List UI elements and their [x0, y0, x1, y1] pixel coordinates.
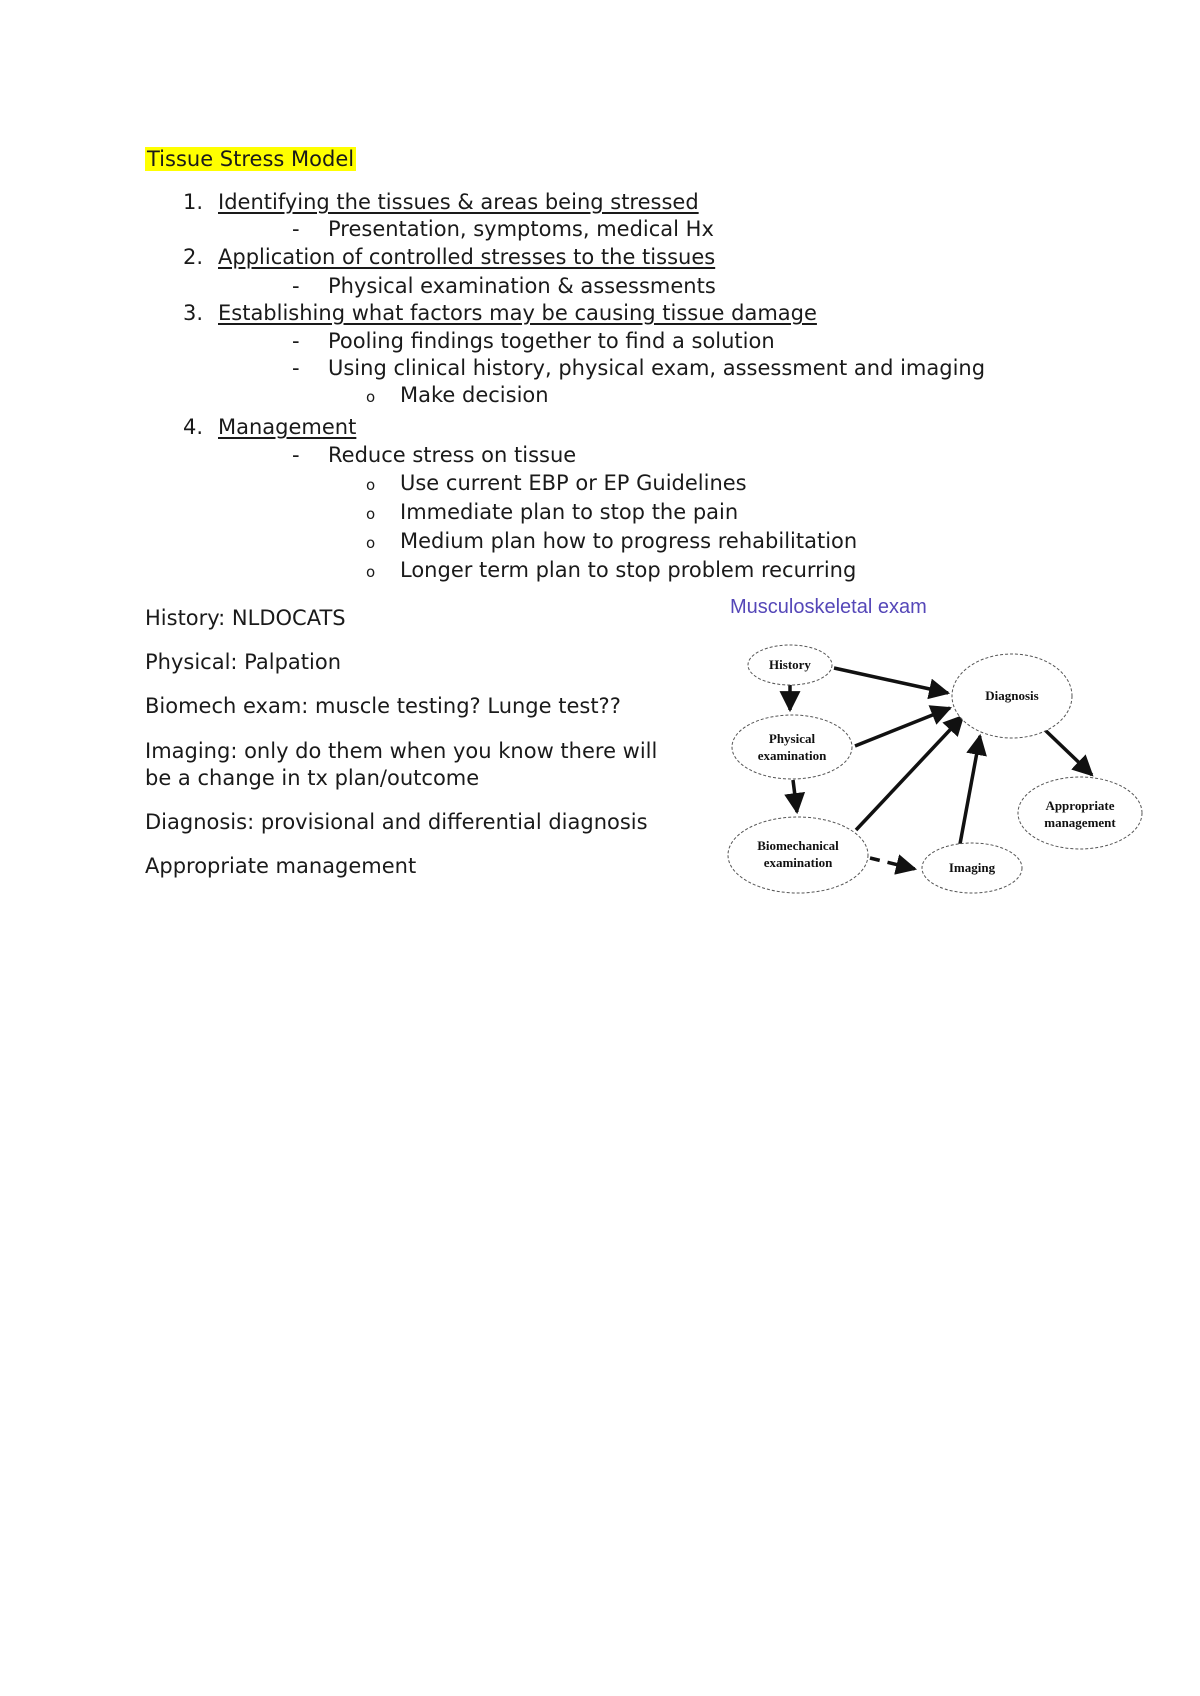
label-management-2: management	[1044, 815, 1116, 830]
note-physical: Physical: Palpation	[145, 650, 342, 674]
step-number: 1.	[183, 190, 204, 214]
label-imaging: Imaging	[948, 860, 996, 875]
note-diagnosis: Diagnosis: provisional and differential diagnosis	[145, 810, 648, 834]
step-point: Presentation, symptoms, medical Hx	[328, 217, 714, 241]
bullet-marker: o	[366, 476, 376, 494]
dash-marker: -	[292, 443, 300, 467]
bullet-marker: o	[366, 388, 376, 406]
arrow-biomech-diagnosis	[856, 716, 963, 830]
step-subpoint: Immediate plan to stop the pain	[400, 500, 739, 524]
bullet-marker: o	[366, 563, 376, 581]
arrow-history-diagnosis	[834, 668, 948, 693]
note-imaging: Imaging: only do them when you know there will	[145, 739, 658, 763]
dash-marker: -	[292, 217, 300, 241]
arrow-physical-diagnosis	[855, 708, 950, 746]
note-management: Appropriate management	[145, 854, 417, 878]
label-biomech-2: examination	[763, 855, 833, 870]
step-number: 2.	[183, 245, 204, 269]
note-history: History: NLDOCATS	[145, 606, 346, 630]
dash-marker: -	[292, 356, 300, 380]
title-highlight: Tissue Stress Model	[147, 147, 355, 171]
step-number: 3.	[183, 301, 204, 325]
arrow-physical-biomech	[793, 780, 797, 812]
diagram-title: Musculoskeletal exam	[730, 596, 927, 618]
step-subpoint: Make decision	[400, 383, 549, 407]
step-subpoint: Use current EBP or EP Guidelines	[400, 471, 747, 495]
label-diagnosis: Diagnosis	[985, 688, 1039, 703]
arrow-diagnosis-management	[1045, 730, 1092, 775]
step-number: 4.	[183, 415, 204, 439]
label-physical-2: examination	[757, 748, 827, 763]
label-biomech-1: Biomechanical	[757, 838, 839, 853]
step-heading: Establishing what factors may be causing tissue damage	[218, 301, 817, 325]
step-subpoint: Longer term plan to stop problem recurring	[400, 558, 857, 582]
arrow-biomech-imaging-dashed	[870, 858, 915, 869]
label-management-1: Appropriate	[1045, 798, 1115, 813]
step-point: Pooling findings together to find a solution	[328, 329, 775, 353]
node-physical-examination	[732, 715, 852, 779]
note-imaging-cont: be a change in tx plan/outcome	[145, 766, 480, 790]
dash-marker: -	[292, 274, 300, 298]
arrow-imaging-diagnosis	[960, 736, 980, 844]
node-appropriate-management	[1018, 777, 1142, 849]
note-biomech: Biomech exam: muscle testing? Lunge test??	[145, 694, 621, 718]
label-history: History	[769, 657, 811, 672]
dash-marker: -	[292, 329, 300, 353]
step-heading: Application of controlled stresses to the tissues	[218, 245, 716, 269]
step-point: Using clinical history, physical exam, assessment and imaging	[328, 356, 986, 380]
step-heading: Management	[218, 415, 357, 439]
step-subpoint: Medium plan how to progress rehabilitation	[400, 529, 858, 553]
bullet-marker: o	[366, 505, 376, 523]
step-point: Reduce stress on tissue	[328, 443, 577, 467]
step-point: Physical examination & assessments	[328, 274, 716, 298]
step-heading: Identifying the tissues & areas being stressed	[218, 190, 699, 214]
bullet-marker: o	[366, 534, 376, 552]
label-physical-1: Physical	[768, 731, 816, 746]
